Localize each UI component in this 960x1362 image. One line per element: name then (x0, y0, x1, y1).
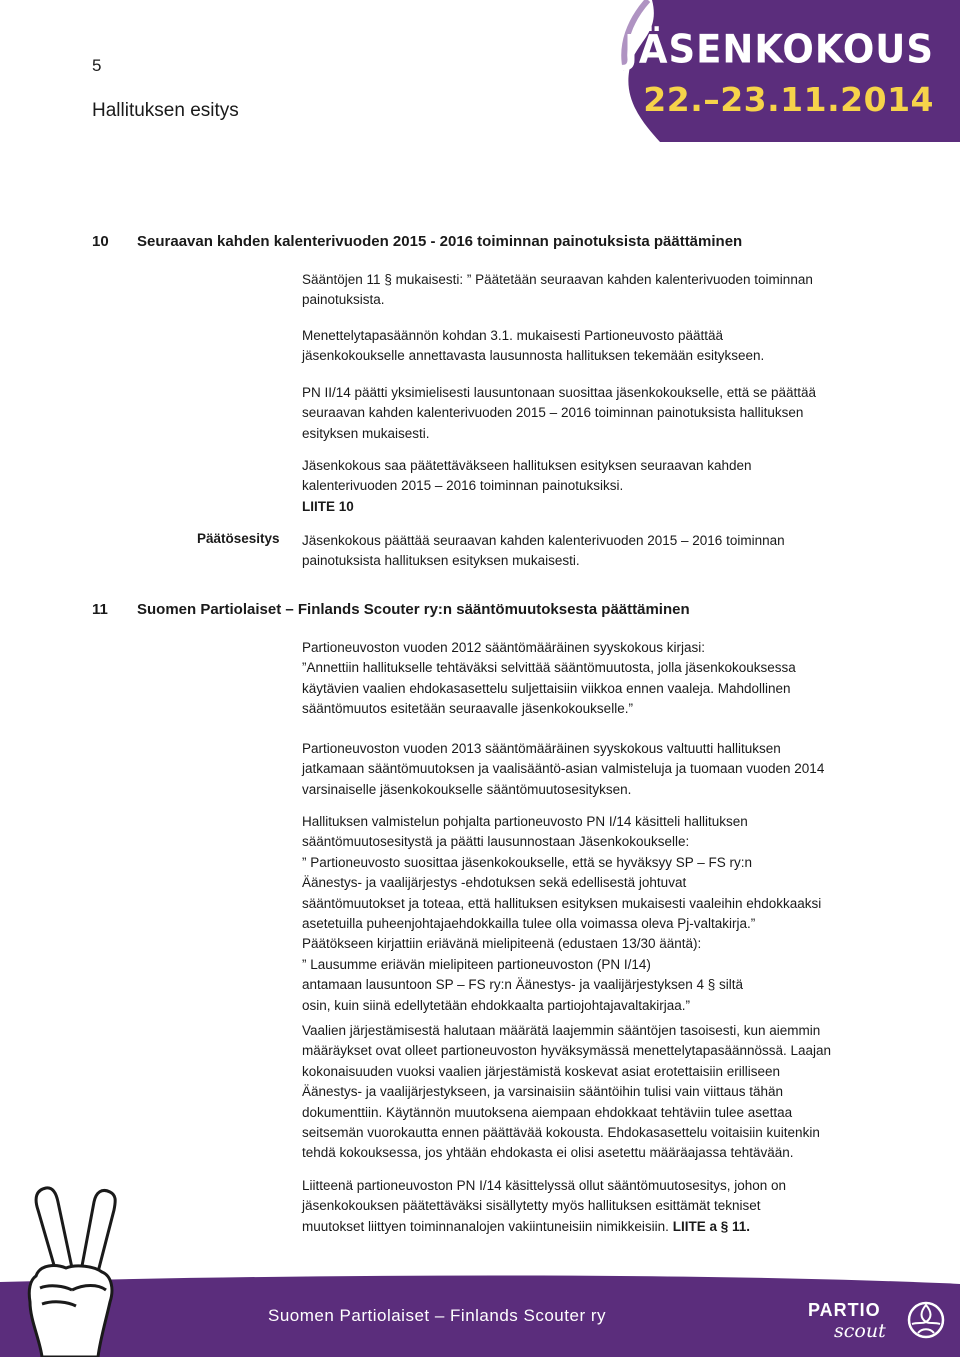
page-heading: Hallituksen esitys (92, 100, 239, 121)
section-11-body (302, 638, 872, 720)
event-banner (620, 0, 960, 142)
paragraph: Partioneuvoston vuoden 2012 sääntömääräinen syyskokous kirjasi: ”Annettiin hallitukselle tehtäväksi selvittää sääntömuutosta, jolla jäsenkokouksessa käytävien vaalien ehdokasasettelu suljettaisiin viikkoa ennen vaaleja. Mahdollinen sääntömuutos esitetään seuraavalle jäsenkokoukselle.” (302, 640, 796, 717)
section-10-body (302, 326, 872, 367)
logo-word-partio: PARTIO (808, 1300, 881, 1320)
banner-dates: 22.–23.11.2014 (643, 80, 934, 119)
paragraph: Partioneuvoston vuoden 2013 sääntömääräinen syyskokous valtuutti hallituksen jatkamaan sääntömuutoksen ja vaalisääntö-asian valmisteluja ja tuomaan vuoden 2014 varsinaiselle jäsenkokoukselle sääntömuutosesityksen. (302, 741, 825, 797)
section-11-title: Suomen Partiolaiset – Finlands Scouter ry:n sääntömuutoksesta päättäminen (137, 601, 690, 618)
scout-emblem-icon (906, 1300, 946, 1340)
section-10-body (302, 270, 872, 311)
banner-title: JÄSENKOKOUS (624, 26, 934, 73)
decision-label: Päätösesitys (197, 531, 280, 546)
paragraph: Menettelytapasäännön kohdan 3.1. mukaisesti Partioneuvosto päättää jäsenkokoukselle annettavasta lausunnosta hallituksen tekemään esitykseen. (302, 328, 765, 364)
section-10-body (302, 383, 872, 444)
section-11-number: 11 (92, 601, 108, 618)
decision-text: Jäsenkokous päättää seuraavan kahden kalenterivuoden 2015 – 2016 toiminnan painotuksista hallituksen esityksen mukaisesti. (302, 533, 785, 569)
paragraph: Sääntöjen 11 § mukaisesti: ” Päätetään seuraavan kahden kalenterivuoden toiminnan painotuksista. (302, 272, 813, 308)
logo-word-scout: scout (834, 1320, 886, 1342)
attachment-ref: LIITE a § 11. (672, 1218, 750, 1234)
paragraph: PN II/14 päätti yksimielisesti lausuntonaan suosittaa jäsenkokoukselle, että se päättää seuraavan kahden kalenterivuoden 2015 – 2016 toiminnan painotuksista hallituksen esityksen mukaisesti. (302, 385, 817, 441)
section-10-number: 10 (92, 233, 109, 250)
section-11-body (302, 739, 872, 800)
section-11-body (302, 812, 872, 1016)
section-11-body (302, 1021, 872, 1164)
page-number: 5 (92, 56, 102, 75)
paragraph: Vaalien järjestämisestä halutaan määrätä laajemmin sääntöjen tasoisesti, kun aiemmin määräykset ovat olleet partioneuvoston hyväksymässä menettelytapasäännössä. Laajan kokonaisuuden vuoksi vaalien järjestämistä koskevat asiat erotettaisiin erilliseen Äänestys- ja vaalijärjestykseen, ja varsinaisiin sääntöihin tulisi vain viittaus tähän dokumenttiin. Käytännön muutoksena aiempaan ehdokkaat tehtäviin tulee asettaa seitsemän vuorokautta ennen päättävää kokousta. Ehdokasasettelu voitaisiin kuitenkin tehdä kokouksessa, jos yhtään ehdokasta ei olisi asetettu määräajassa tehtävään. (302, 1023, 832, 1161)
section-10-title: Seuraavan kahden kalenterivuoden 2015 - 2016 toiminnan painotuksista päättäminen (137, 233, 743, 250)
attachment-ref: LIITE 10 (302, 498, 354, 514)
paragraph: Hallituksen valmistelun pohjalta partioneuvosto PN I/14 käsitteli hallituksen sääntömuutosesitystä ja päätti lausunnostaan Jäsenkokoukselle: ” Partioneuvosto suosittaa jäsenkokoukselle, että se hyväksyy SP – FS ry:n Äänestys- ja vaalijärjestys -ehdotuksen sekä edellisestä johtuvat sääntömuutokset ja toteaa, että hallituksen esityksen mukaisesti vaaleihin ehdokkaaksi asetetuilla puheenjohtajaehdokkailla tulee olla voimassa oleva Pj-valtakirja.” Päätökseen kirjattiin eriävänä mielipiteenä (edustaen 13/30 ääntä): ” Lausumme eriävän mielipiteen partioneuvoston (PN I/14) antamaan lausuntoon SP – FS ry:n Äänestys- ja vaalijärjestyksen 4 § siltä osin, kuin siinä edellytetään ehdokkaalta partiojohtajavaltakirjaa.” (302, 814, 822, 1013)
scout-hand-sign-icon (6, 1180, 136, 1357)
section-11-body (302, 1176, 872, 1237)
footer-organization: Suomen Partiolaiset – Finlands Scouter ry (268, 1306, 606, 1325)
paragraph: Liitteenä partioneuvoston PN I/14 käsittelyssä ollut sääntömuutosesitys, johon on jäsenkokouksen päätettäväksi sisällytetty myös hallituksen esittämät tekniset muutokset liittyen toiminnanalojen vakiintuneisiin nimikkeisiin. (302, 1178, 787, 1234)
partio-scout-logo (808, 1300, 948, 1344)
decision-text-block (302, 531, 872, 572)
paragraph: Jäsenkokous saa päätettäväkseen hallituksen esityksen seuraavan kahden kalenterivuoden 2015 – 2016 toiminnan painotuksiksi. (302, 458, 752, 494)
section-10-body (302, 456, 872, 517)
